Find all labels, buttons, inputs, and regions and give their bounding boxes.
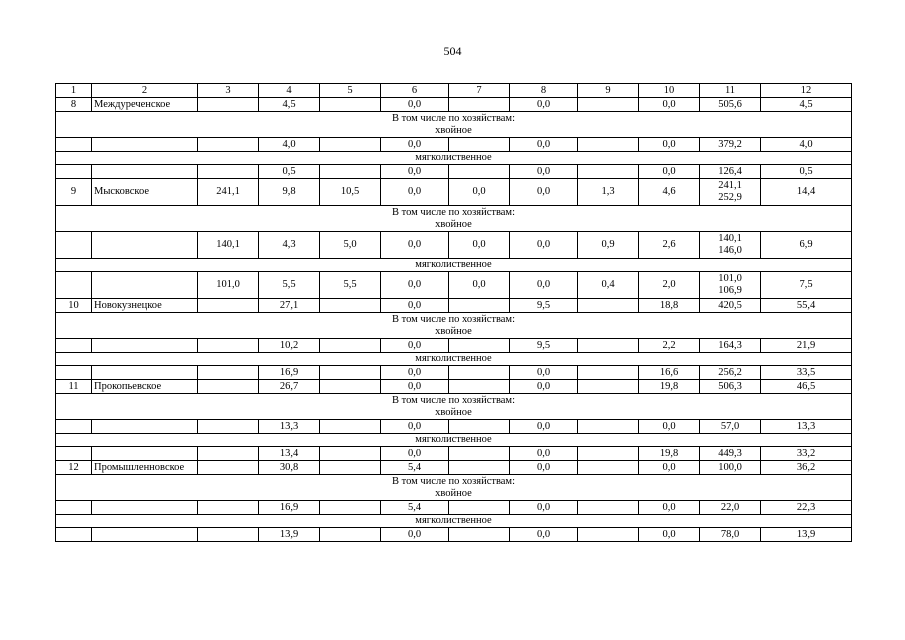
table-cell xyxy=(449,366,510,380)
table-cell xyxy=(449,299,510,313)
table-cell xyxy=(449,447,510,461)
table-cell: 0,0 xyxy=(381,179,449,206)
table-cell: 13,9 xyxy=(761,528,852,542)
table-cell: 19,8 xyxy=(639,380,700,394)
table-cell: 0,0 xyxy=(510,165,578,179)
table-cell xyxy=(449,380,510,394)
table-cell: 0,0 xyxy=(381,380,449,394)
table-cell xyxy=(449,339,510,353)
table-cell xyxy=(92,447,198,461)
section-label-line: В том числе по хозяйствам: xyxy=(392,112,515,124)
table-cell xyxy=(578,138,639,152)
table-cell xyxy=(320,380,381,394)
section-label-line: хвойное xyxy=(435,406,472,418)
table-cell xyxy=(198,138,259,152)
table-cell xyxy=(56,232,92,259)
table-cell xyxy=(56,138,92,152)
table-cell: 0,0 xyxy=(510,447,578,461)
table-cell: 36,2 xyxy=(761,461,852,475)
table-cell xyxy=(320,461,381,475)
table-cell: 256,2 xyxy=(700,366,761,380)
table-cell xyxy=(449,420,510,434)
table-cell xyxy=(92,528,198,542)
table-cell: 57,0 xyxy=(700,420,761,434)
table-cell xyxy=(198,339,259,353)
table-cell xyxy=(578,461,639,475)
section-label xyxy=(56,475,852,501)
section-label-row xyxy=(56,112,852,138)
table-row xyxy=(56,179,852,206)
table-cell: 101,0 xyxy=(198,272,259,299)
table-cell xyxy=(92,339,198,353)
table-cell: 420,5 xyxy=(700,299,761,313)
table-cell: 241,1 xyxy=(198,179,259,206)
table-cell xyxy=(198,420,259,434)
table-cell: 5,0 xyxy=(320,232,381,259)
table-cell xyxy=(578,501,639,515)
table-cell: 22,0 xyxy=(700,501,761,515)
section-label-line: В том числе по хозяйствам: xyxy=(392,475,515,487)
section-label: мягколиственное xyxy=(56,259,852,272)
table-row xyxy=(56,380,852,394)
table-cell: 0,0 xyxy=(639,528,700,542)
section-label-line: хвойное xyxy=(435,325,472,337)
table-cell xyxy=(320,165,381,179)
table-cell: 164,3 xyxy=(700,339,761,353)
table-row xyxy=(56,528,852,542)
table-cell: 33,2 xyxy=(761,447,852,461)
section-label: мягколиственное xyxy=(56,152,852,165)
table-cell: 2,6 xyxy=(639,232,700,259)
column-number: 12 xyxy=(761,84,852,98)
table-cell: 10,5 xyxy=(320,179,381,206)
table-cell: 4,0 xyxy=(259,138,320,152)
table-row xyxy=(56,366,852,380)
table-cell xyxy=(320,98,381,112)
section-label xyxy=(56,112,852,138)
table-cell: 22,3 xyxy=(761,501,852,515)
table-cell xyxy=(56,528,92,542)
table-cell: 4,5 xyxy=(259,98,320,112)
table-cell: 0,0 xyxy=(639,461,700,475)
table-cell xyxy=(320,366,381,380)
table-cell xyxy=(320,447,381,461)
table-cell xyxy=(449,138,510,152)
section-label-row xyxy=(56,394,852,420)
table-cell: 0,0 xyxy=(510,528,578,542)
table-cell xyxy=(449,165,510,179)
table-cell: 0,5 xyxy=(259,165,320,179)
table-cell: 0,0 xyxy=(510,501,578,515)
table-cell: 14,4 xyxy=(761,179,852,206)
table-cell xyxy=(578,339,639,353)
table-cell: 46,5 xyxy=(761,380,852,394)
table-cell: 0,0 xyxy=(381,232,449,259)
table-cell: 0,0 xyxy=(381,528,449,542)
table-cell xyxy=(92,501,198,515)
table-cell: 2,2 xyxy=(639,339,700,353)
table-cell xyxy=(92,272,198,299)
table-cell: 0,0 xyxy=(449,272,510,299)
section-label-line: хвойное xyxy=(435,124,472,136)
table-cell: 0,0 xyxy=(381,447,449,461)
cell-line: 252,9 xyxy=(718,192,742,203)
table-cell xyxy=(578,420,639,434)
table-cell xyxy=(578,380,639,394)
column-number: 3 xyxy=(198,84,259,98)
section-label-row xyxy=(56,515,852,528)
table-cell: 13,4 xyxy=(259,447,320,461)
table-cell: 27,1 xyxy=(259,299,320,313)
section-label-row xyxy=(56,434,852,447)
table-cell: 16,9 xyxy=(259,366,320,380)
cell-line: 140,1 xyxy=(718,233,742,244)
table-cell: 4,0 xyxy=(761,138,852,152)
table-cell: 0,0 xyxy=(510,380,578,394)
table-cell: 12 xyxy=(56,461,92,475)
table-cell xyxy=(320,138,381,152)
table-row xyxy=(56,138,852,152)
table-cell: 8 xyxy=(56,98,92,112)
column-number: 4 xyxy=(259,84,320,98)
table-cell: 0,0 xyxy=(381,420,449,434)
table-cell: 0,0 xyxy=(510,461,578,475)
table-cell: 0,0 xyxy=(381,165,449,179)
table-cell: 0,0 xyxy=(449,232,510,259)
table-cell xyxy=(56,501,92,515)
cell-line: 106,9 xyxy=(718,285,742,296)
table-cell: 4,5 xyxy=(761,98,852,112)
table-cell: 18,8 xyxy=(639,299,700,313)
table-row xyxy=(56,272,852,299)
table-cell: 0,0 xyxy=(381,366,449,380)
table-cell xyxy=(198,165,259,179)
table-row xyxy=(56,232,852,259)
table-cell xyxy=(700,272,761,299)
table-cell xyxy=(198,461,259,475)
table-cell: 11 xyxy=(56,380,92,394)
table-cell: 0,0 xyxy=(510,366,578,380)
table-cell: 10,2 xyxy=(259,339,320,353)
column-number: 1 xyxy=(56,84,92,98)
table-cell: 0,5 xyxy=(761,165,852,179)
table-cell xyxy=(320,339,381,353)
table-cell: 100,0 xyxy=(700,461,761,475)
table-cell: 13,9 xyxy=(259,528,320,542)
table-cell: 0,0 xyxy=(639,165,700,179)
table-cell xyxy=(56,447,92,461)
table-cell: Междуреченское xyxy=(92,98,198,112)
table-cell xyxy=(56,165,92,179)
table-cell xyxy=(92,366,198,380)
table-cell xyxy=(92,232,198,259)
table-cell: 5,5 xyxy=(320,272,381,299)
table-cell: 0,0 xyxy=(381,339,449,353)
table-row xyxy=(56,447,852,461)
column-number: 6 xyxy=(381,84,449,98)
column-number: 7 xyxy=(449,84,510,98)
table-cell: 0,0 xyxy=(510,420,578,434)
section-label-row xyxy=(56,259,852,272)
section-label-line: хвойное xyxy=(435,487,472,499)
table-cell xyxy=(92,138,198,152)
table-cell xyxy=(578,299,639,313)
table-cell: 0,0 xyxy=(639,420,700,434)
table-cell: 33,5 xyxy=(761,366,852,380)
section-label-line: В том числе по хозяйствам: xyxy=(392,206,515,218)
table-cell xyxy=(578,366,639,380)
section-label-row xyxy=(56,353,852,366)
table-cell: 16,6 xyxy=(639,366,700,380)
table-cell: Промышленновское xyxy=(92,461,198,475)
section-label-line: хвойное xyxy=(435,218,472,230)
table-cell: 21,9 xyxy=(761,339,852,353)
table-cell: 9,8 xyxy=(259,179,320,206)
section-label xyxy=(56,206,852,232)
section-label-line: В том числе по хозяйствам: xyxy=(392,394,515,406)
column-number: 9 xyxy=(578,84,639,98)
table-cell: Мысковское xyxy=(92,179,198,206)
table-cell: 0,0 xyxy=(449,179,510,206)
table-cell: 16,9 xyxy=(259,501,320,515)
table-cell: 140,1 xyxy=(198,232,259,259)
table-cell: 0,0 xyxy=(639,138,700,152)
table-row xyxy=(56,461,852,475)
table-cell: Прокопьевское xyxy=(92,380,198,394)
table-cell: 7,5 xyxy=(761,272,852,299)
table-cell xyxy=(320,420,381,434)
table-cell xyxy=(320,528,381,542)
table-cell: 0,0 xyxy=(381,98,449,112)
table-cell: 26,7 xyxy=(259,380,320,394)
table-cell: 9,5 xyxy=(510,299,578,313)
section-label: мягколиственное xyxy=(56,434,852,447)
table-cell: 0,0 xyxy=(510,98,578,112)
table-cell: 0,0 xyxy=(381,138,449,152)
table-cell xyxy=(578,165,639,179)
table-cell: 5,5 xyxy=(259,272,320,299)
table-cell: 506,3 xyxy=(700,380,761,394)
table-row xyxy=(56,299,852,313)
table-cell: 10 xyxy=(56,299,92,313)
column-number: 8 xyxy=(510,84,578,98)
section-label-line: В том числе по хозяйствам: xyxy=(392,313,515,325)
table-cell xyxy=(56,339,92,353)
table-cell xyxy=(449,528,510,542)
table-cell: 4,3 xyxy=(259,232,320,259)
table-cell: 0,0 xyxy=(639,501,700,515)
table-cell xyxy=(198,366,259,380)
section-label-row xyxy=(56,152,852,165)
table-row xyxy=(56,339,852,353)
table-cell xyxy=(198,528,259,542)
table-cell xyxy=(56,272,92,299)
section-label-row xyxy=(56,206,852,232)
table-cell xyxy=(198,299,259,313)
table-cell: 5,4 xyxy=(381,461,449,475)
section-label-row xyxy=(56,475,852,501)
table-cell xyxy=(198,447,259,461)
column-number: 5 xyxy=(320,84,381,98)
table-cell: 13,3 xyxy=(259,420,320,434)
table-cell: 13,3 xyxy=(761,420,852,434)
table-cell xyxy=(320,299,381,313)
column-number: 10 xyxy=(639,84,700,98)
table-cell xyxy=(320,501,381,515)
table-cell xyxy=(700,179,761,206)
cell-line: 146,0 xyxy=(718,245,742,256)
table-cell: 0,0 xyxy=(510,232,578,259)
table-cell: 0,0 xyxy=(510,179,578,206)
section-label-row xyxy=(56,313,852,339)
table-cell: 5,4 xyxy=(381,501,449,515)
table-cell: 30,8 xyxy=(259,461,320,475)
table-cell xyxy=(198,380,259,394)
table-cell: 4,6 xyxy=(639,179,700,206)
table-cell xyxy=(449,461,510,475)
table-row xyxy=(56,420,852,434)
section-label: мягколиственное xyxy=(56,515,852,528)
table-cell: 55,4 xyxy=(761,299,852,313)
table-cell: 379,2 xyxy=(700,138,761,152)
table-cell xyxy=(449,501,510,515)
table-header-row xyxy=(56,84,852,98)
table-cell: 0,0 xyxy=(510,138,578,152)
page-number: 504 xyxy=(443,44,462,58)
table-cell: 1,3 xyxy=(578,179,639,206)
table-cell: Новокузнецкое xyxy=(92,299,198,313)
table-cell xyxy=(578,98,639,112)
table-cell: 6,9 xyxy=(761,232,852,259)
column-number: 2 xyxy=(92,84,198,98)
table-cell xyxy=(449,98,510,112)
table-cell xyxy=(578,528,639,542)
table-cell: 0,0 xyxy=(510,272,578,299)
section-label xyxy=(56,313,852,339)
table-cell xyxy=(198,501,259,515)
table-cell: 0,0 xyxy=(381,272,449,299)
table-cell: 505,6 xyxy=(700,98,761,112)
forest-data-table xyxy=(55,83,852,542)
table-cell xyxy=(92,165,198,179)
table-row xyxy=(56,98,852,112)
table-cell xyxy=(198,98,259,112)
table-cell: 2,0 xyxy=(639,272,700,299)
table-cell xyxy=(56,420,92,434)
table-cell xyxy=(578,447,639,461)
table-cell: 0,9 xyxy=(578,232,639,259)
cell-line: 241,1 xyxy=(718,180,742,191)
table-cell: 126,4 xyxy=(700,165,761,179)
table-cell: 449,3 xyxy=(700,447,761,461)
table-cell xyxy=(56,366,92,380)
section-label xyxy=(56,394,852,420)
table-cell: 0,4 xyxy=(578,272,639,299)
table-cell xyxy=(92,420,198,434)
table-row xyxy=(56,501,852,515)
table-cell: 0,0 xyxy=(381,299,449,313)
table-cell: 9,5 xyxy=(510,339,578,353)
table-cell: 0,0 xyxy=(639,98,700,112)
cell-line: 101,0 xyxy=(718,273,742,284)
section-label: мягколиственное xyxy=(56,353,852,366)
table-cell: 78,0 xyxy=(700,528,761,542)
table-cell: 9 xyxy=(56,179,92,206)
column-number: 11 xyxy=(700,84,761,98)
table-cell xyxy=(700,232,761,259)
table-row xyxy=(56,165,852,179)
table-cell: 19,8 xyxy=(639,447,700,461)
